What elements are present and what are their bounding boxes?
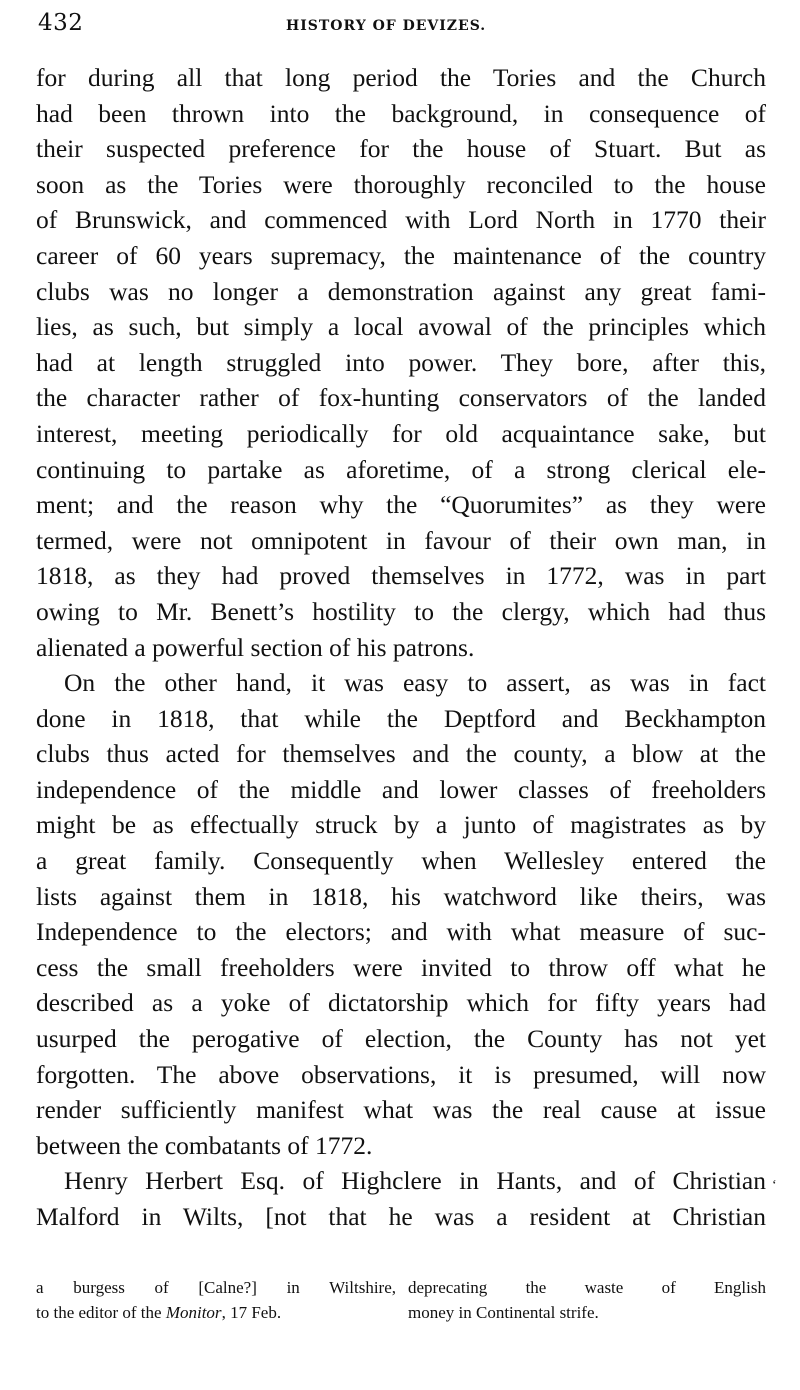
- text-line: for during all that long period the Tories and the Church: [36, 63, 766, 92]
- body-text: [36, 60, 766, 1235]
- text-line: Henry Herbert Esq. of Highclere in Hants, and of Christian: [64, 1166, 766, 1196]
- footnote-line-monitor: to the editor of the Monitor, 17 Feb.: [36, 1303, 282, 1322]
- text-line: between the combatants of 1772.: [36, 1130, 373, 1160]
- text-line: 1818, as they had proved themselves in 1772, was in part: [36, 561, 766, 591]
- text-line: a great family. Consequently when Wellesley entered the: [36, 846, 766, 876]
- text-line: cess the small freeholders were invited to throw off what he: [36, 952, 766, 982]
- text-line: of Brunswick, and commenced with Lord North in 1770 their: [36, 205, 766, 235]
- paragraph: [36, 60, 766, 665]
- text-line: Independence to the electors; and with what measure of suc-: [36, 917, 766, 947]
- paragraph: [36, 665, 766, 1163]
- text-line: had at length struggled into power. They bore, after this,: [36, 347, 766, 377]
- footnote-line: a burgess of [Calne?] in Wiltshire,: [36, 1278, 396, 1297]
- text-line: continuing to partake as aforetime, of a strong clerical ele-: [36, 454, 766, 484]
- text-line: career of 60 years supremacy, the maintenance of the country: [36, 240, 766, 270]
- footnote-left-column: [36, 1275, 396, 1325]
- periodical-title: Monitor: [165, 1303, 222, 1322]
- text-line: forgotten. The above observations, it is presumed, will now: [36, 1059, 766, 1089]
- text-line: lists against them in 1818, his watchword like theirs, was: [36, 881, 766, 911]
- text-line: On the other hand, it was easy to assert, as was in fact: [64, 668, 766, 698]
- book-page: [36, 0, 777, 1390]
- text-line: the character rather of fox-hunting conservators of the landed: [36, 383, 766, 413]
- stray-mark: ‘: [772, 1178, 777, 1193]
- running-head: [36, 10, 766, 40]
- text-line: their suspected preference for the house of Stuart. But as: [36, 134, 766, 164]
- text-line: clubs thus acted for themselves and the county, a blow at the: [36, 739, 766, 769]
- text-line: termed, were not omnipotent in favour of their own man, in: [36, 525, 766, 555]
- text-line: had been thrown into the background, in consequence of: [36, 98, 766, 128]
- footnote-line: deprecating the waste of English: [408, 1278, 766, 1297]
- text-line: interest, meeting periodically for old acquaintance sake, but: [36, 418, 766, 448]
- text-line: Malford in Wilts, [not that he was a resident at Christian: [36, 1202, 766, 1231]
- text-line: might be as effectually struck by a junto of magistrates as by: [36, 810, 766, 840]
- text-line: render sufficiently manifest what was the real cause at issue: [36, 1095, 766, 1125]
- text-line: described as a yoke of dictatorship which for fifty years had: [36, 988, 766, 1018]
- text-line: alienated a powerful section of his patrons.: [36, 632, 475, 662]
- footnote-line: money in Continental strife.: [408, 1303, 599, 1322]
- text-line: clubs was no longer a demonstration against any great fami-: [36, 276, 766, 306]
- running-title: HISTORY OF DEVIZES.: [286, 18, 487, 34]
- text-line: ment; and the reason why the “Quorumites” as they were: [36, 490, 766, 520]
- text-line: lies, as such, but simply a local avowal of the principles which: [36, 312, 766, 342]
- text-line: done in 1818, that while the Deptford and Beckhampton: [36, 703, 766, 733]
- text-line: usurped the perogative of election, the County has not yet: [36, 1024, 766, 1054]
- page-number: 432: [38, 10, 84, 36]
- text-line: owing to Mr. Benett’s hostility to the clergy, which had thus: [36, 596, 766, 626]
- footnote-right-column: [408, 1275, 766, 1325]
- text-line: soon as the Tories were thoroughly reconciled to the house: [36, 169, 766, 199]
- text-line: independence of the middle and lower classes of freeholders: [36, 774, 766, 804]
- paragraph: [36, 1163, 766, 1234]
